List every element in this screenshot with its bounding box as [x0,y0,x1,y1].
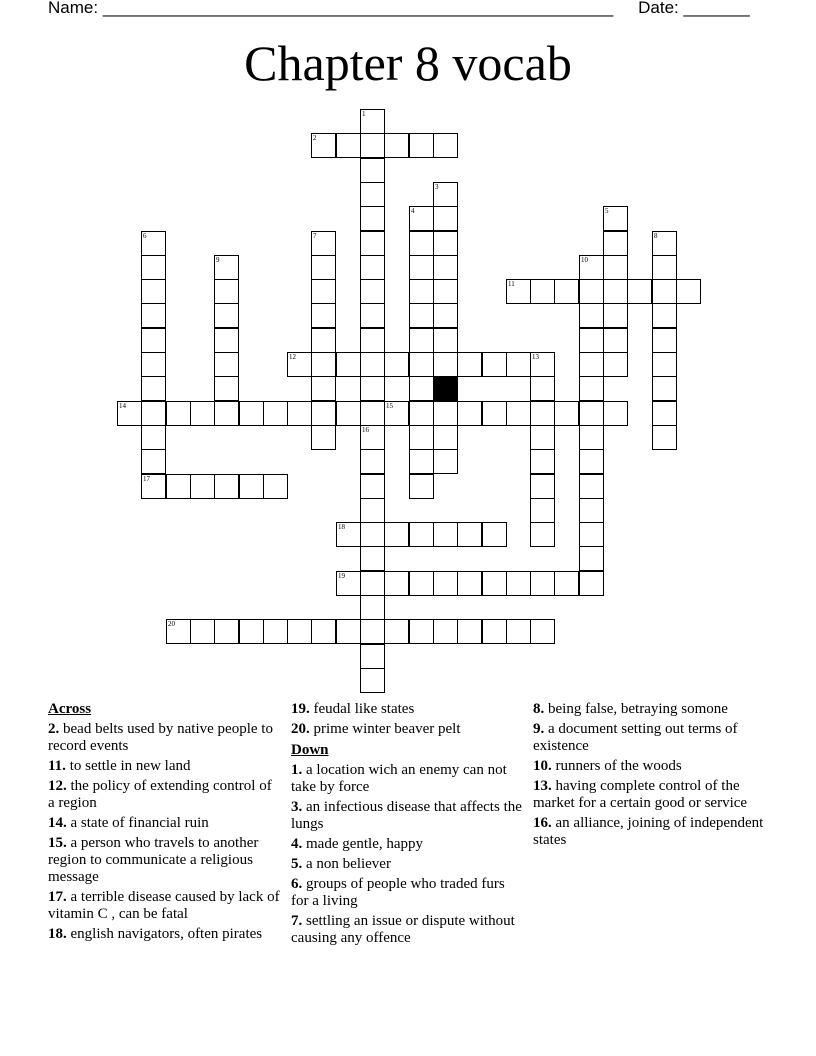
grid-cell[interactable] [530,376,555,401]
grid-cell[interactable] [263,401,288,426]
grid-cell[interactable] [336,401,361,426]
grid-cell[interactable] [190,474,215,499]
grid-cell[interactable] [579,546,604,571]
down-clue: 6. groups of people who traded furs for a living [291,876,505,909]
clue-number: 6 [143,232,147,240]
grid-cell[interactable] [530,619,555,644]
grid-cell[interactable] [506,352,531,377]
grid-cell[interactable] [311,279,336,304]
grid-cell[interactable] [263,619,288,644]
grid-cell[interactable] [360,595,385,620]
grid-cell[interactable] [360,449,385,474]
clue-number: 15 [386,402,393,410]
grid-cell[interactable] [579,303,604,328]
grid-cell[interactable] [530,449,555,474]
clue-number: 5 [605,207,609,215]
grid-cell[interactable] [141,352,166,377]
grid-cell[interactable] [457,522,482,547]
grid-cell[interactable] [433,352,458,377]
grid-cell[interactable] [603,303,628,328]
grid-cell[interactable] [311,619,336,644]
across-clue: 17. a terrible disease caused by lack of vitamin C , can be fatal [48,889,280,922]
down-clue: 9. a document setting out terms of existence [533,721,738,754]
grid-cell[interactable] [214,474,239,499]
grid-cell[interactable] [482,522,507,547]
grid-cell[interactable] [652,401,677,426]
grid-cell[interactable] [579,352,604,377]
grid-cell[interactable] [676,279,701,304]
grid-cell[interactable] [141,279,166,304]
grid-cell[interactable] [433,182,458,207]
grid-cell[interactable] [433,619,458,644]
grid-cell[interactable] [311,133,336,158]
grid-cell[interactable] [506,619,531,644]
grid-cell[interactable] [530,401,555,426]
grid-cell[interactable] [652,255,677,280]
grid-cell[interactable] [457,352,482,377]
grid-cell[interactable] [457,571,482,596]
grid-cell[interactable] [336,571,361,596]
grid-cell[interactable] [239,619,264,644]
grid-cell[interactable] [433,571,458,596]
clue-number: 13 [532,353,539,361]
grid-cell[interactable] [190,619,215,644]
grid-cell[interactable] [579,328,604,353]
grid-cell[interactable] [579,401,604,426]
grid-cell[interactable] [214,352,239,377]
grid-cell[interactable] [360,303,385,328]
across-clue: 14. a state of financial ruin [48,815,209,831]
clues-column-1 [48,701,280,946]
grid-cell[interactable] [214,303,239,328]
grid-cell[interactable] [433,328,458,353]
grid-cell[interactable] [263,474,288,499]
clue-number: 2 [313,134,317,142]
grid-cell[interactable] [141,425,166,450]
grid-cell[interactable] [360,109,385,134]
grid-cell[interactable] [311,352,336,377]
clue-number: 18 [338,523,345,531]
grid-cell[interactable] [530,352,555,377]
grid-cell[interactable] [482,352,507,377]
grid-cell[interactable] [166,619,191,644]
clue-number: 8 [654,232,658,240]
grid-cell[interactable] [214,619,239,644]
grid-cell[interactable] [287,619,312,644]
grid-cell[interactable] [409,401,434,426]
grid-cell[interactable] [433,425,458,450]
clue-number: 11 [508,280,515,288]
across-clue: 11. to settle in new land [48,758,191,774]
grid-cell[interactable] [409,206,434,231]
clue-number: 17 [143,475,150,483]
down-clue: 4. made gentle, happy [291,836,424,852]
grid-cell[interactable] [603,206,628,231]
grid-cell[interactable] [409,328,434,353]
clue-number: 9 [216,256,220,264]
grid-cell[interactable] [409,133,434,158]
grid-cell[interactable] [311,328,336,353]
grid-cell[interactable] [579,498,604,523]
grid-cell[interactable] [433,303,458,328]
clue-number: 19 [338,572,345,580]
grid-cell[interactable] [433,401,458,426]
date-label: Date: [638,0,679,17]
grid-cell[interactable] [311,303,336,328]
across-clue: 15. a person who travels to another region to communicate a religious message [48,835,259,885]
grid-cell[interactable] [603,255,628,280]
grid-cell[interactable] [530,425,555,450]
grid-cell[interactable] [360,474,385,499]
grid-cell[interactable] [579,474,604,499]
grid-cell[interactable] [433,133,458,158]
grid-cell[interactable] [360,182,385,207]
grid-cell[interactable] [579,425,604,450]
grid-cell[interactable] [336,522,361,547]
grid-cell[interactable] [311,231,336,256]
across-clue: 18. english navigators, often pirates [48,926,263,942]
clue-number: 20 [168,620,175,628]
grid-cell[interactable] [360,425,385,450]
grid-cell[interactable] [214,401,239,426]
clue-number: 10 [581,256,588,264]
grid-cell[interactable] [214,255,239,280]
grid-cell[interactable] [384,401,409,426]
grid-cell[interactable] [603,401,628,426]
grid-cell[interactable] [409,255,434,280]
grid-cell[interactable] [579,279,604,304]
grid-cell[interactable] [457,619,482,644]
grid-cell[interactable] [360,133,385,158]
grid-cell[interactable] [360,231,385,256]
grid-cell[interactable] [360,376,385,401]
grid-cell[interactable] [506,571,531,596]
grid-cell[interactable] [409,425,434,450]
grid-cell[interactable] [360,328,385,353]
grid-cell[interactable] [384,571,409,596]
header [48,0,750,18]
grid-cell[interactable] [190,401,215,426]
grid-cell[interactable] [311,376,336,401]
grid-cell[interactable] [384,619,409,644]
grid-cell[interactable] [652,231,677,256]
grid-cell[interactable] [360,255,385,280]
grid-cell[interactable] [311,401,336,426]
grid-cell[interactable] [360,668,385,693]
name-line[interactable]: ______________________________________________________ [102,0,614,17]
clue-number: 14 [119,402,126,410]
grid-cell[interactable] [530,474,555,499]
grid-cell[interactable] [603,352,628,377]
clues-column-3 [533,701,765,852]
grid-cell[interactable] [409,522,434,547]
grid-cell[interactable] [482,619,507,644]
down-clue: 1. a location wich an enemy can not take by force [291,762,507,795]
grid-cell[interactable] [214,328,239,353]
clue-number: 1 [362,110,366,118]
across-clue: 2. bead belts used by native people to record events [48,721,273,754]
grid-cell[interactable] [360,352,385,377]
clues-column-2 [291,701,523,950]
clue-number: 3 [435,183,439,191]
grid-cell[interactable] [409,376,434,401]
grid-cell[interactable] [482,571,507,596]
grid-cell[interactable] [579,522,604,547]
grid-cell[interactable] [554,571,579,596]
grid-cell[interactable] [457,401,482,426]
down-clue: 8. being false, betraying somone [533,701,728,717]
grid-cell[interactable] [554,401,579,426]
grid-cell[interactable] [239,401,264,426]
grid-cell[interactable] [336,133,361,158]
grid-cell[interactable] [409,231,434,256]
grid-cell[interactable] [384,133,409,158]
grid-cell[interactable] [384,522,409,547]
grid-cell[interactable] [214,376,239,401]
grid-cell[interactable] [360,206,385,231]
grid-cell[interactable] [433,449,458,474]
grid-cell[interactable] [287,401,312,426]
grid-cell[interactable] [360,498,385,523]
down-clue: 16. an alliance, joining of independent states [533,815,764,848]
grid-cell[interactable] [433,522,458,547]
grid-cell[interactable] [214,279,239,304]
down-clue: 13. having complete control of the market for a certain good or service [533,778,748,811]
down-clue: 5. a non believer [291,856,391,872]
grid-cell[interactable] [336,619,361,644]
down-heading: Down [291,742,329,758]
grid-cell[interactable] [482,401,507,426]
grid-cell[interactable] [384,352,409,377]
across-clue: 19. feudal like states [291,701,415,717]
grid-cell[interactable] [554,279,579,304]
grid-cell[interactable] [652,425,677,450]
name-label: Name: [48,0,99,17]
across-clue: 12. the policy of extending control of a region [48,778,272,811]
grid-cell[interactable] [360,158,385,183]
grid-cell[interactable] [117,401,142,426]
grid-cell[interactable] [652,279,677,304]
grid-cell[interactable] [579,449,604,474]
grid-cell[interactable] [409,279,434,304]
grid-cell[interactable] [360,644,385,669]
grid-cell[interactable] [530,571,555,596]
clue-number: 7 [313,232,317,240]
grid-cell[interactable] [579,571,604,596]
grid-cell[interactable] [360,522,385,547]
grid-cell[interactable] [603,279,628,304]
grid-cell[interactable] [141,474,166,499]
grid-cell[interactable] [579,255,604,280]
grid-cell[interactable] [141,328,166,353]
clue-number: 12 [289,353,296,361]
across-clue: 20. prime winter beaver pelt [291,721,461,737]
grid-cell[interactable] [311,425,336,450]
grid-cell[interactable] [360,279,385,304]
clue-number: 4 [411,207,415,215]
grid-cell[interactable] [409,352,434,377]
grid-cell[interactable] [166,474,191,499]
grid-cell[interactable] [336,352,361,377]
grid-cell[interactable] [360,619,385,644]
across-heading: Across [48,701,92,717]
grid-cell[interactable] [409,303,434,328]
grid-cell[interactable] [433,206,458,231]
down-clue: 10. runners of the woods [533,758,682,774]
grid-cell[interactable] [360,401,385,426]
page-title: Chapter 8 vocab [244,35,572,91]
grid-cell[interactable] [506,401,531,426]
grid-cell[interactable] [530,522,555,547]
grid-cell[interactable] [409,619,434,644]
grid-cell[interactable] [141,401,166,426]
grid-cell[interactable] [579,376,604,401]
grid-cell[interactable] [603,231,628,256]
clue-number: 16 [362,426,369,434]
grid-cell[interactable] [409,571,434,596]
grid-cell[interactable] [530,279,555,304]
grid-cell[interactable] [433,231,458,256]
grid-cell[interactable] [603,328,628,353]
grid-cell[interactable] [652,328,677,353]
grid-cell[interactable] [506,279,531,304]
grid-cell[interactable] [433,279,458,304]
grid-cell[interactable] [530,498,555,523]
down-clue: 7. settling an issue or dispute without causing any offence [291,913,515,946]
grid-cell[interactable] [409,474,434,499]
blocked-cell [433,376,458,401]
grid-cell[interactable] [652,303,677,328]
grid-cell[interactable] [287,352,312,377]
date-line[interactable]: _______ [683,0,750,17]
grid-cell[interactable] [141,449,166,474]
grid-cell[interactable] [652,376,677,401]
grid-cell[interactable] [652,352,677,377]
grid-cell[interactable] [627,279,652,304]
grid-cell[interactable] [141,303,166,328]
grid-cell[interactable] [433,255,458,280]
grid-cell[interactable] [360,571,385,596]
grid-cell[interactable] [141,376,166,401]
grid-cell[interactable] [141,231,166,256]
grid-cell[interactable] [409,449,434,474]
grid-cell[interactable] [239,474,264,499]
grid-cell[interactable] [141,255,166,280]
grid-cell[interactable] [166,401,191,426]
grid-cell[interactable] [311,255,336,280]
down-clue: 3. an infectious disease that affects the lungs [291,799,522,832]
grid-cell[interactable] [360,546,385,571]
